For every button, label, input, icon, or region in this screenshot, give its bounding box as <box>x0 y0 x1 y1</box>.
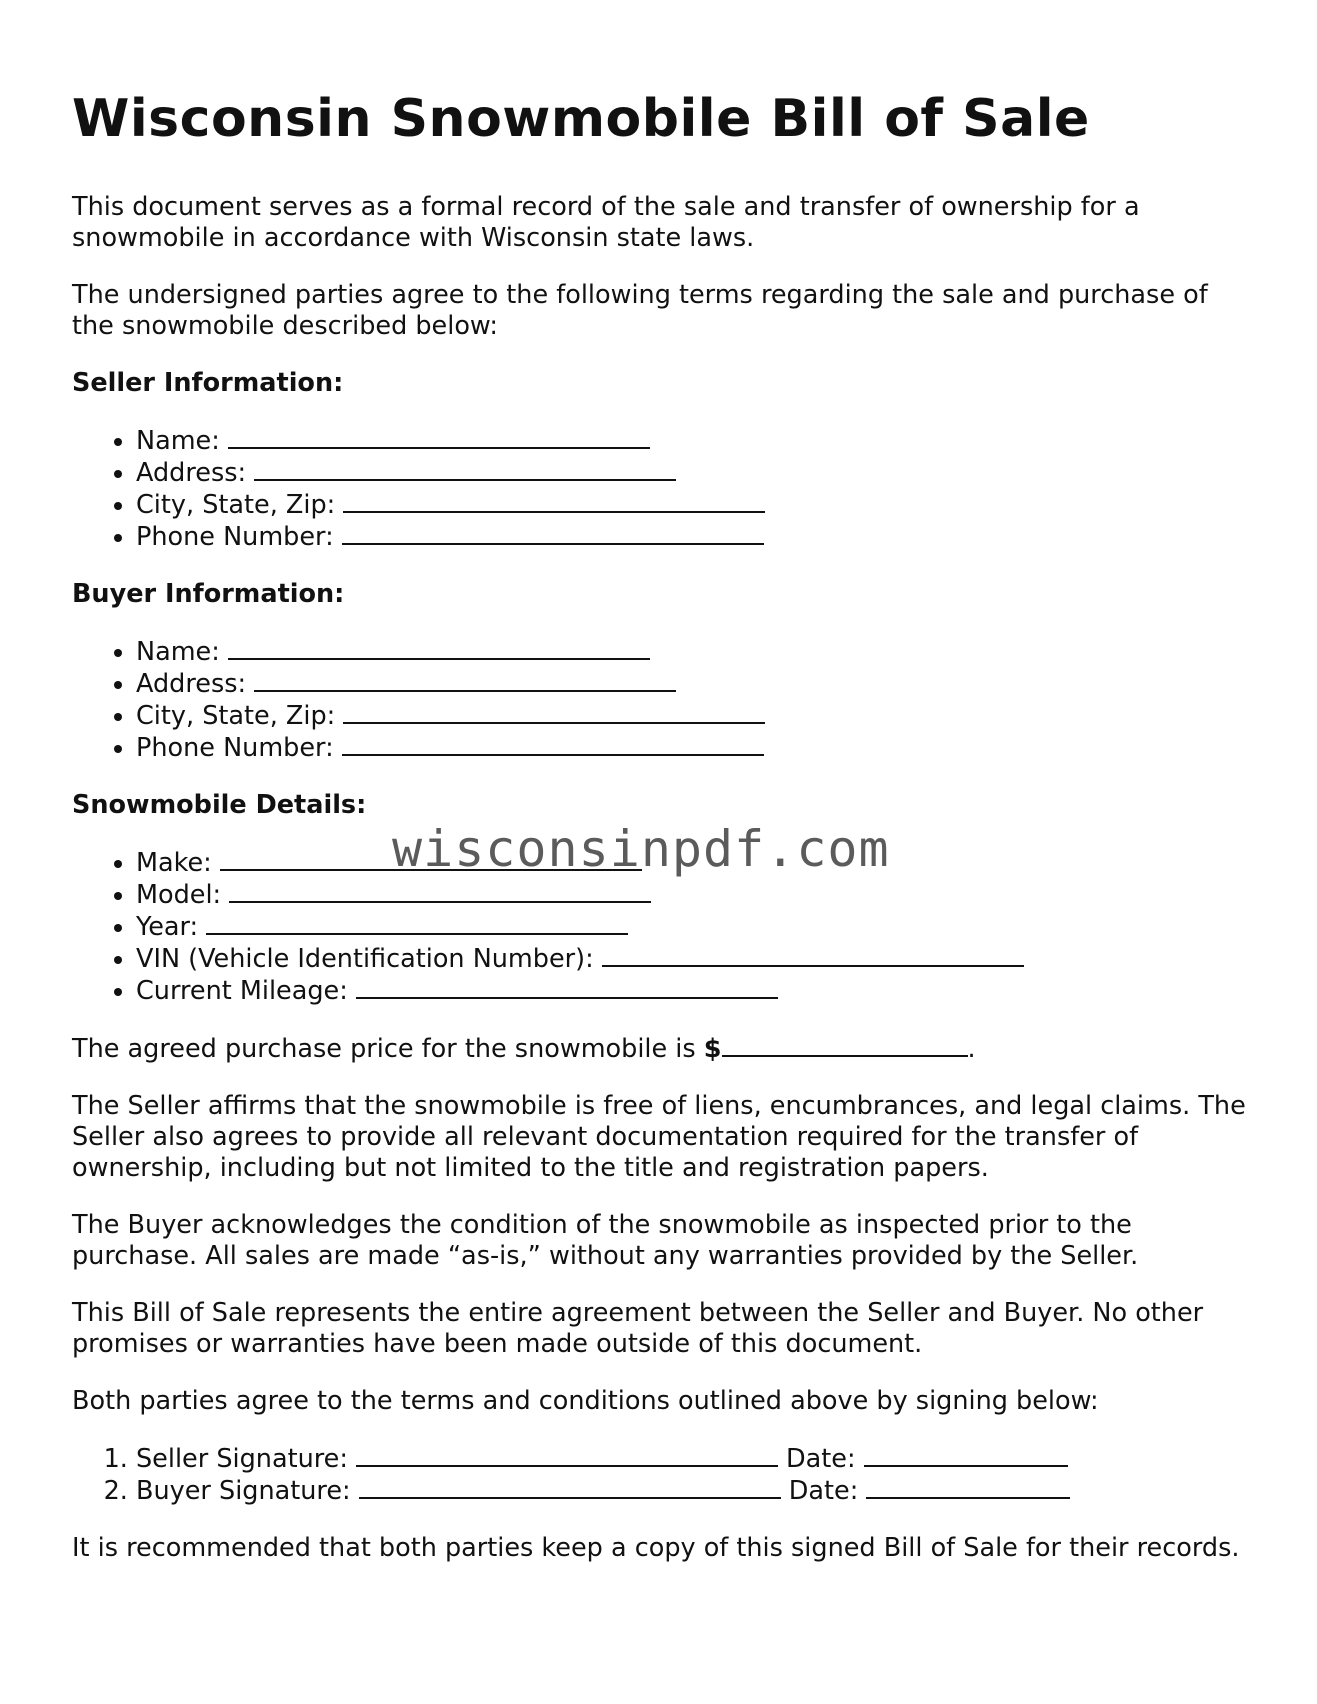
date-label: Date: <box>786 1444 856 1475</box>
year-field <box>136 911 1252 943</box>
mileage-field <box>136 975 1252 1007</box>
seller-name-field <box>136 425 1252 457</box>
seller-name-blank[interactable] <box>228 425 650 449</box>
field-label: Model: <box>136 880 222 911</box>
buyer-heading: Buyer Information: <box>72 579 345 610</box>
signature-label: Buyer Signature: <box>136 1476 351 1507</box>
field-label: Phone Number: <box>136 522 334 553</box>
buyer-phone-blank[interactable] <box>342 732 764 756</box>
field-label: Current Mileage: <box>136 976 348 1007</box>
field-label: City, State, Zip: <box>136 490 336 521</box>
signing-intro-paragraph: Both parties agree to the terms and conditions outlined above by signing below: <box>72 1386 1099 1417</box>
seller-address-field <box>136 457 1252 489</box>
buyer-date-blank[interactable] <box>866 1475 1070 1499</box>
entire-agreement-paragraph: This Bill of Sale represents the entire agreement between the Seller and Buyer. No other promises or warranties have been made outside of this document. <box>72 1298 1204 1360</box>
snowmobile-heading: Snowmobile Details: <box>72 790 367 821</box>
field-label: Phone Number: <box>136 733 334 764</box>
buyer-signature-line <box>136 1475 1252 1507</box>
date-label: Date: <box>788 1476 859 1507</box>
seller-phone-blank[interactable] <box>342 521 764 545</box>
seller-fields-list <box>72 425 1252 553</box>
buyer-fields-list <box>72 636 1252 764</box>
model-blank[interactable] <box>229 879 651 903</box>
field-label: Year: <box>136 912 199 943</box>
closing-paragraph: It is recommended that both parties keep a copy of this signed Bill of Sale for their records. <box>72 1533 1240 1564</box>
buyer-acknowledgment-paragraph: The Buyer acknowledges the condition of the snowmobile as inspected prior to the purchase. All sales are made “as-is,” without any warranties provided by the Seller. <box>72 1210 1139 1272</box>
seller-phone-field <box>136 521 1252 553</box>
buyer-address-blank[interactable] <box>254 668 676 692</box>
field-label: Name: <box>136 426 220 457</box>
seller-date-blank[interactable] <box>864 1443 1068 1467</box>
field-label: Address: <box>136 669 247 700</box>
field-label: VIN (Vehicle Identification Number): <box>136 944 594 975</box>
buyer-phone-field <box>136 732 1252 764</box>
price-blank[interactable] <box>722 1033 968 1057</box>
price-text: The agreed purchase price for the snowmobile is <box>72 1034 696 1065</box>
seller-address-blank[interactable] <box>254 457 676 481</box>
price-end: . <box>967 1034 976 1065</box>
seller-signature-blank[interactable] <box>356 1443 778 1467</box>
price-paragraph <box>72 1033 1252 1065</box>
signature-list <box>72 1443 1252 1507</box>
buyer-city-field <box>136 700 1252 732</box>
buyer-address-field <box>136 668 1252 700</box>
page-title: Wisconsin Snowmobile Bill of Sale <box>72 89 1090 149</box>
agreement-intro-paragraph: The undersigned parties agree to the following terms regarding the sale and purchase of the snowmobile described below: <box>72 280 1208 342</box>
watermark-text: wisconsinpdf.com <box>392 820 890 878</box>
buyer-name-blank[interactable] <box>228 636 650 660</box>
field-label: City, State, Zip: <box>136 701 336 732</box>
field-label: Name: <box>136 637 220 668</box>
signature-label: Seller Signature: <box>136 1444 348 1475</box>
seller-heading: Seller Information: <box>72 368 344 399</box>
seller-city-blank[interactable] <box>343 489 765 513</box>
buyer-city-blank[interactable] <box>343 700 765 724</box>
field-label: Make: <box>136 848 212 879</box>
model-field <box>136 879 1252 911</box>
buyer-signature-blank[interactable] <box>359 1475 781 1499</box>
seller-signature-line <box>136 1443 1252 1475</box>
vin-blank[interactable] <box>602 943 1024 967</box>
price-currency: $ <box>703 1034 722 1065</box>
seller-affirmation-paragraph: The Seller affirms that the snowmobile is free of liens, encumbrances, and legal claims. The Seller also agrees to provide all relevant documentation required for the transfer of ownership, including but not limited to the title and registration papers. <box>72 1091 1246 1184</box>
field-label: Address: <box>136 458 247 489</box>
mileage-blank[interactable] <box>356 975 778 999</box>
year-blank[interactable] <box>206 911 628 935</box>
buyer-name-field <box>136 636 1252 668</box>
vin-field <box>136 943 1252 975</box>
seller-city-field <box>136 489 1252 521</box>
intro-paragraph: This document serves as a formal record of the sale and transfer of ownership for a snowmobile in accordance with Wisconsin state laws. <box>72 192 1140 254</box>
